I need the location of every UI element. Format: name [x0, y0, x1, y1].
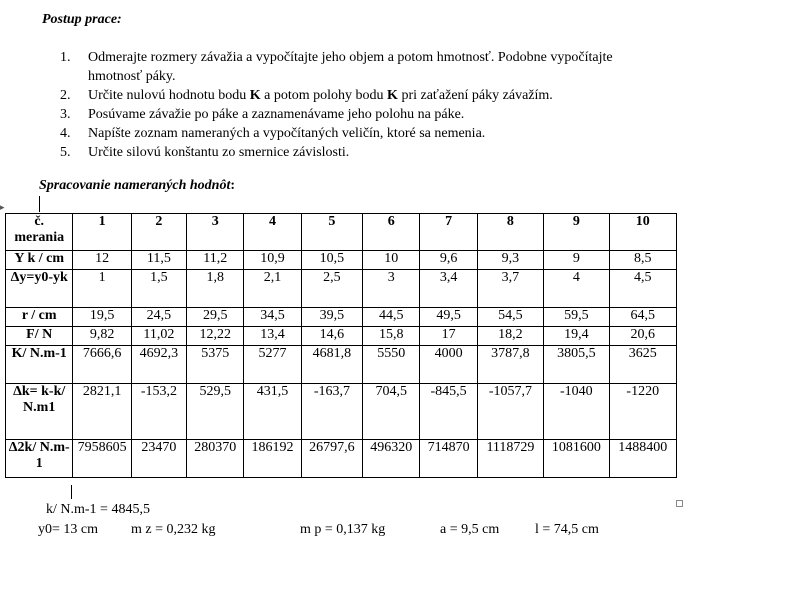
table-cell: 64,5: [609, 308, 677, 327]
table-cell: 18,2: [477, 327, 543, 346]
procedure-title: Postup prace:: [42, 12, 122, 27]
row-label: F/ N: [6, 327, 73, 346]
procedure-steps: [60, 48, 660, 162]
table-cell: 17: [420, 327, 477, 346]
table-cell: 11,02: [131, 327, 186, 346]
table-cell: 10: [363, 251, 420, 270]
step-text-a: Určite nulovú hodnotu bodu: [88, 88, 250, 103]
col-header: 5: [301, 214, 362, 251]
table-cell: 20,6: [609, 327, 677, 346]
table-cell: 4: [544, 270, 609, 308]
table-anchor-icon[interactable]: ▸: [0, 203, 5, 213]
table-cell: 280370: [187, 440, 244, 478]
processing-title-text: Spracovanie nameraných hodnôt: [39, 178, 231, 193]
table-cell: 9: [544, 251, 609, 270]
table-row: [6, 346, 677, 384]
table-header-row: [6, 214, 677, 251]
table-cell: 29,5: [187, 308, 244, 327]
table-row: [6, 251, 677, 270]
step-number: 3.: [60, 107, 71, 122]
table-cell: 3,4: [420, 270, 477, 308]
a-value: a = 9,5 cm: [440, 522, 500, 537]
header-label-cell: č. merania: [6, 214, 73, 251]
table-cell: 1: [73, 270, 131, 308]
table-cell: 12,22: [187, 327, 244, 346]
table-cell: 4692,3: [131, 346, 186, 384]
table-cell: 1488400: [609, 440, 677, 478]
table-cell: 23470: [131, 440, 186, 478]
table-cell: 1,8: [187, 270, 244, 308]
table-cell: 12: [73, 251, 131, 270]
row-label: Δ2k/ N.m-1: [6, 440, 73, 478]
col-header: 1: [73, 214, 131, 251]
step-4: [60, 124, 660, 143]
table-cell: 9,6: [420, 251, 477, 270]
col-header: 7: [420, 214, 477, 251]
table-cell: 19,4: [544, 327, 609, 346]
step-text-b: a potom polohy bodu: [260, 88, 388, 103]
step-1: [60, 48, 660, 86]
table-cell: 2821,1: [73, 384, 131, 440]
table-cell: 7666,6: [73, 346, 131, 384]
table-cell: 4,5: [609, 270, 677, 308]
col-header: 10: [609, 214, 677, 251]
col-header: 6: [363, 214, 420, 251]
table-cell: -163,7: [301, 384, 362, 440]
step-number: 4.: [60, 126, 71, 141]
row-label: r / cm: [6, 308, 73, 327]
step-number: 1.: [60, 50, 71, 65]
step-text: Napíšte zoznam nameraných a vypočítaných veličín, ktoré sa nemenia.: [88, 126, 486, 141]
table-cell: 10,5: [301, 251, 362, 270]
step-3: [60, 105, 660, 124]
y0-value: y0= 13 cm: [38, 522, 98, 537]
table-cell: 54,5: [477, 308, 543, 327]
table-cell: 34,5: [244, 308, 301, 327]
table-cell: 5550: [363, 346, 420, 384]
table-cell: 14,6: [301, 327, 362, 346]
col-header: 4: [244, 214, 301, 251]
table-cell: 5375: [187, 346, 244, 384]
table-cell: 2,5: [301, 270, 362, 308]
table-cell: 44,5: [363, 308, 420, 327]
table-cell: 15,8: [363, 327, 420, 346]
table-cell: -1040: [544, 384, 609, 440]
table-cell: 3625: [609, 346, 677, 384]
table-cell: 13,4: [244, 327, 301, 346]
point-k-label: K: [387, 88, 398, 103]
step-5: [60, 143, 660, 162]
row-label: K/ N.m-1: [6, 346, 73, 384]
mp-value: m p = 0,137 kg: [300, 522, 386, 537]
step-text: Určite silovú konštantu zo smernice závislosti.: [88, 145, 350, 160]
table-cell: 11,2: [187, 251, 244, 270]
text-cursor: [39, 196, 40, 212]
table-cell: 10,9: [244, 251, 301, 270]
column-guide-line: [71, 485, 72, 499]
table-cell: 59,5: [544, 308, 609, 327]
table-cell: 39,5: [301, 308, 362, 327]
table-cell: 3,7: [477, 270, 543, 308]
table-cell: 24,5: [131, 308, 186, 327]
col-header: 2: [131, 214, 186, 251]
table-cell: 5277: [244, 346, 301, 384]
table-cell: -1057,7: [477, 384, 543, 440]
col-header: 9: [544, 214, 609, 251]
table-cell: 1118729: [477, 440, 543, 478]
table-row: [6, 270, 677, 308]
table-resize-handle[interactable]: [676, 500, 683, 507]
table-cell: 11,5: [131, 251, 186, 270]
mz-value: m z = 0,232 kg: [131, 522, 216, 537]
table-cell: 496320: [363, 440, 420, 478]
step-2: [60, 86, 660, 105]
col-header: 3: [187, 214, 244, 251]
table-row: [6, 384, 677, 440]
table-cell: 529,5: [187, 384, 244, 440]
table-cell: 3805,5: [544, 346, 609, 384]
table-cell: 431,5: [244, 384, 301, 440]
step-number: 5.: [60, 145, 71, 160]
table-cell: 714870: [420, 440, 477, 478]
row-label: Δy=y0-yk: [6, 270, 73, 308]
table-cell: 1081600: [544, 440, 609, 478]
table-cell: 7958605: [73, 440, 131, 478]
point-k-label: K: [249, 88, 261, 103]
table-cell: 4681,8: [301, 346, 362, 384]
mean-k-value: k/ N.m-1 = 4845,5: [46, 502, 150, 517]
l-value: l = 74,5 cm: [535, 522, 599, 537]
col-header: 8: [477, 214, 543, 251]
table-cell: 8,5: [609, 251, 677, 270]
table-cell: 704,5: [363, 384, 420, 440]
measurement-table: [5, 213, 677, 478]
table-cell: 3: [363, 270, 420, 308]
row-label: Y k / cm: [6, 251, 73, 270]
table-cell: 9,3: [477, 251, 543, 270]
table-cell: -845,5: [420, 384, 477, 440]
table-cell: 26797,6: [301, 440, 362, 478]
step-text: Odmerajte rozmery závažia a vypočítajte jeho objem a potom hmotnosť. Podobne vypočítajte hmotnosť páky.: [88, 50, 613, 84]
table-cell: 3787,8: [477, 346, 543, 384]
step-text-c: pri zaťažení páky závažím.: [397, 88, 553, 103]
table-row: [6, 440, 677, 478]
table-cell: 49,5: [420, 308, 477, 327]
table-cell: -153,2: [131, 384, 186, 440]
table-row: [6, 327, 677, 346]
table-cell: 4000: [420, 346, 477, 384]
table-cell: -1220: [609, 384, 677, 440]
processing-title-colon: :: [230, 178, 236, 193]
step-number: 2.: [60, 88, 71, 103]
table-cell: 186192: [244, 440, 301, 478]
row-label: Δk= k-k/ N.m1: [6, 384, 73, 440]
step-text: Posúvame závažie po páke a zaznamenávame jeho polohu na páke.: [88, 107, 465, 122]
table-cell: 1,5: [131, 270, 186, 308]
table-cell: 9,82: [73, 327, 131, 346]
table-cell: 2,1: [244, 270, 301, 308]
table-row: [6, 308, 677, 327]
processing-title: [39, 178, 235, 194]
table-cell: 19,5: [73, 308, 131, 327]
